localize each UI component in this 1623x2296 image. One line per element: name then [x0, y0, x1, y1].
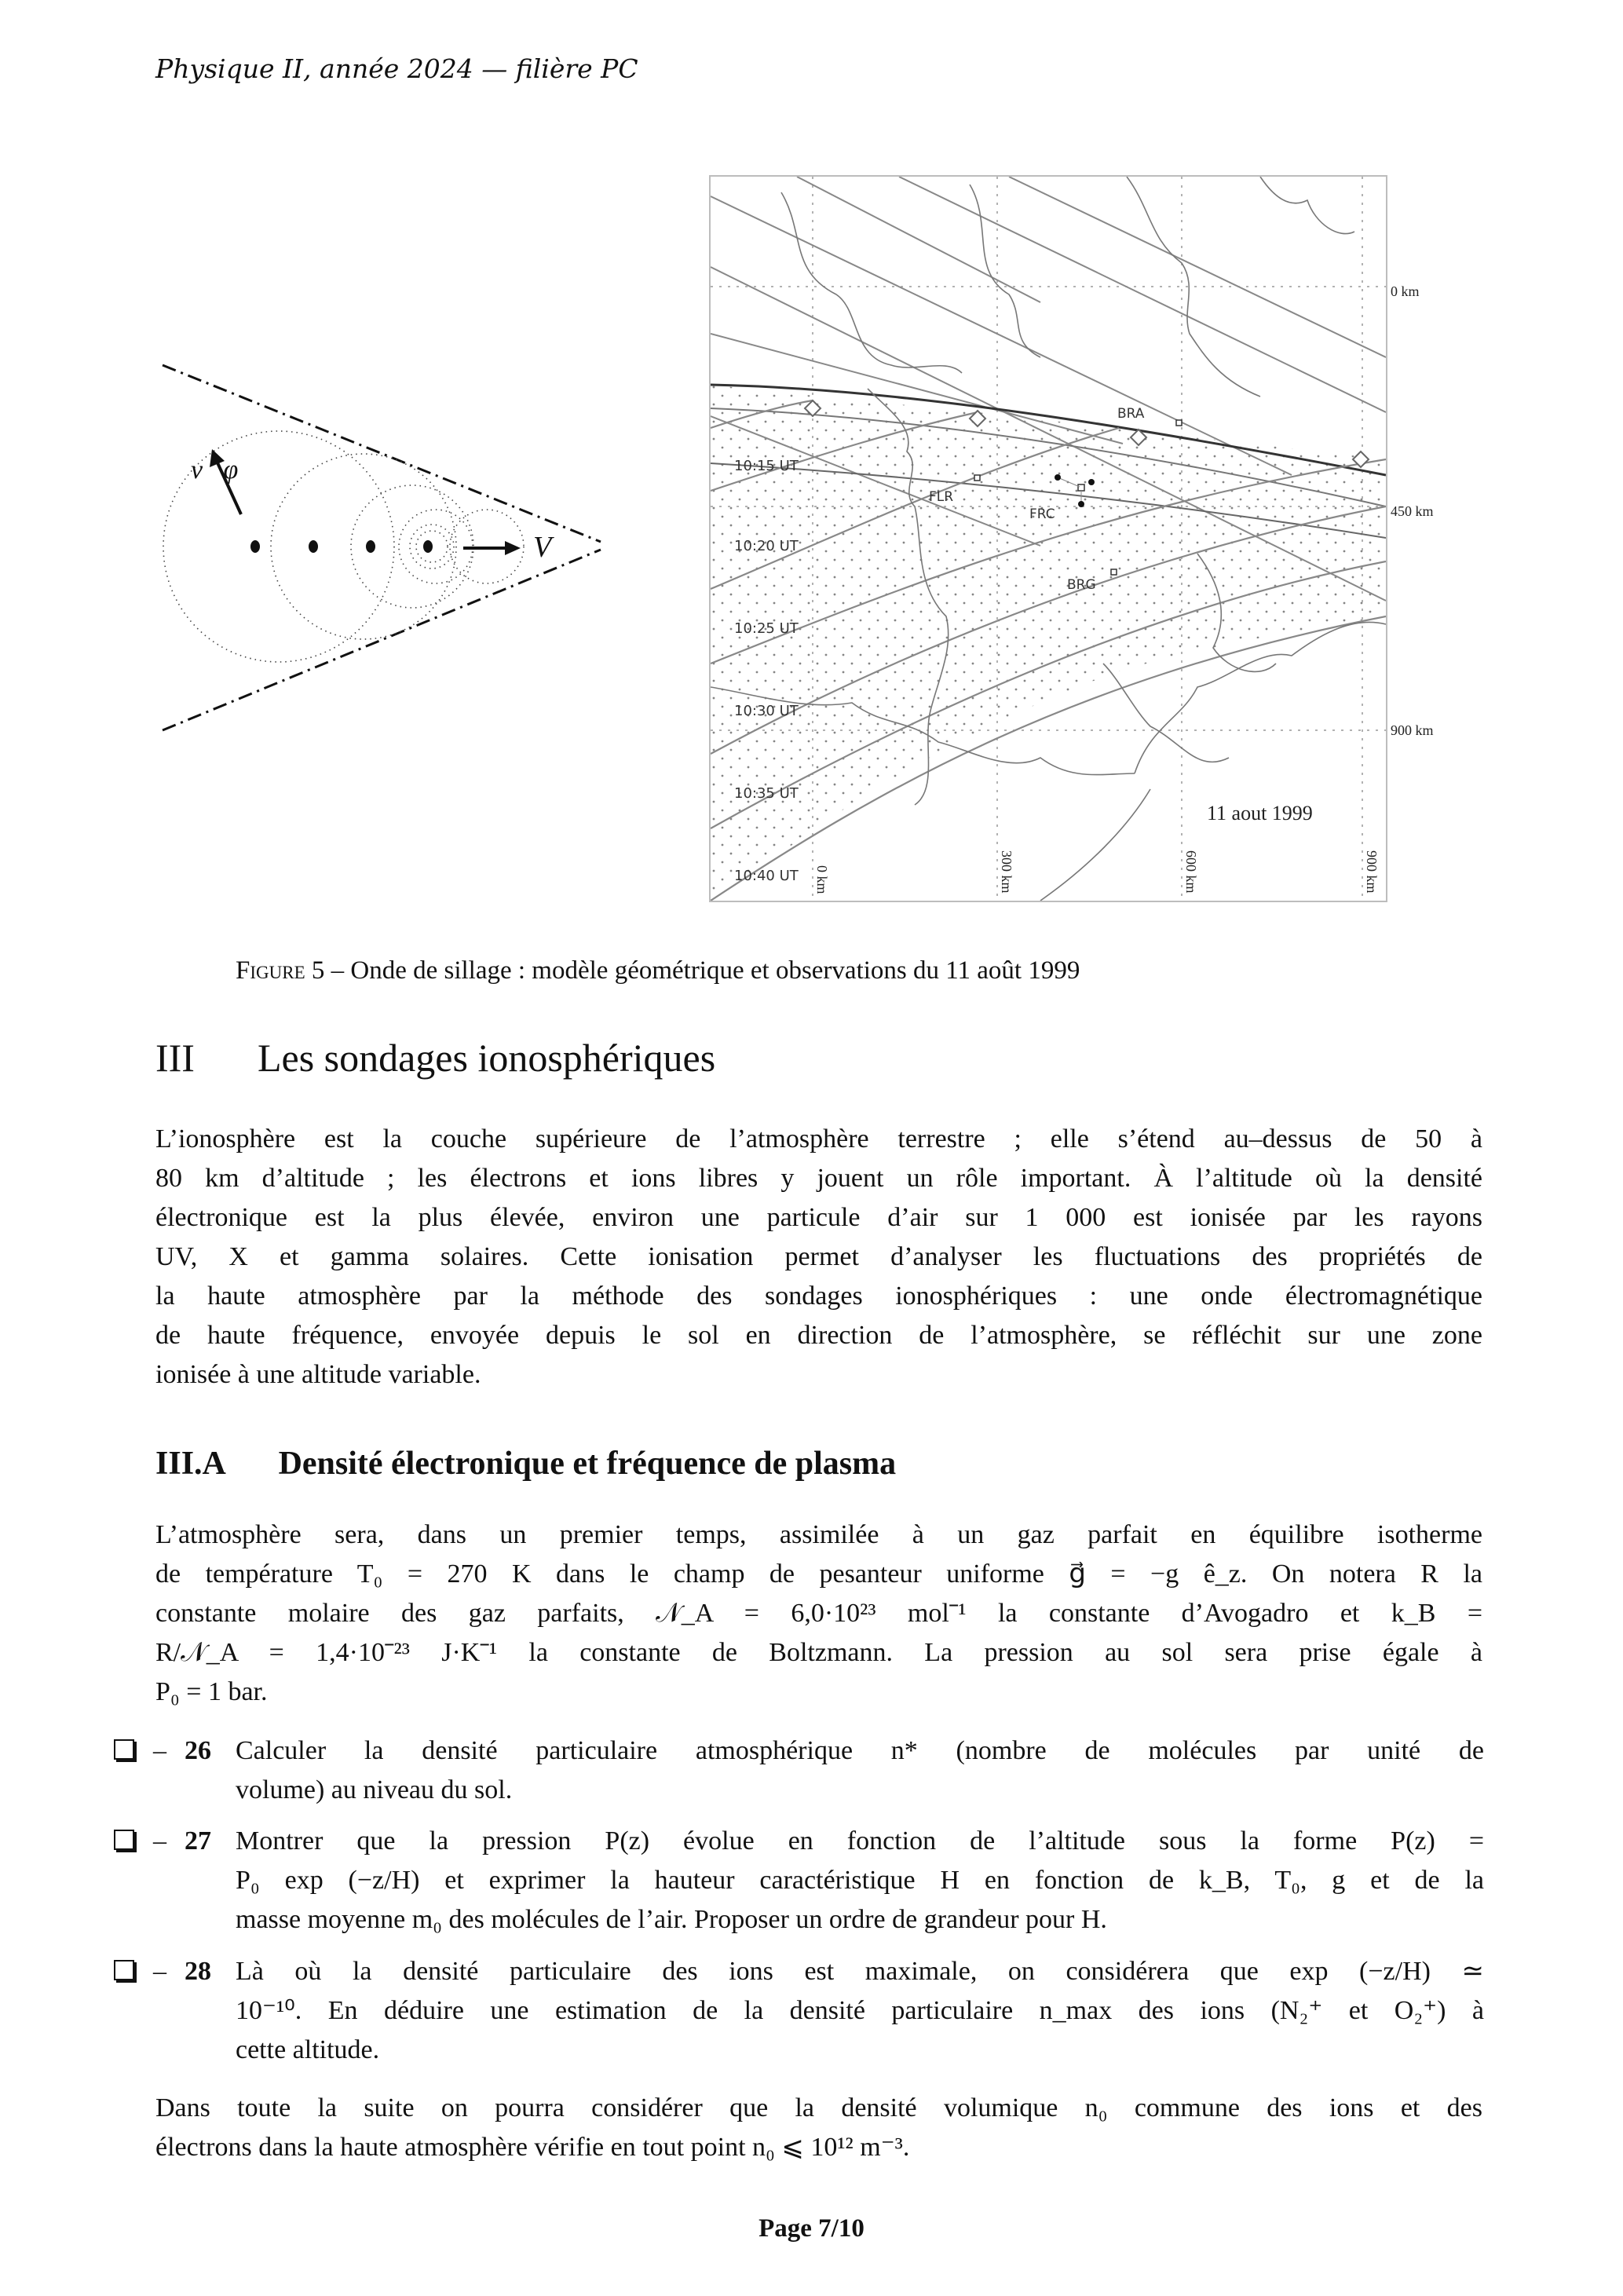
question-line: Calculer la densité particulaire atmosphérique n* (nombre de molécules par unité de: [236, 1736, 1484, 1765]
question-line: volume) au niveau du sol.: [236, 1775, 513, 1804]
bottom-axis-label-900: 900 km: [1364, 850, 1380, 894]
figure-5: [153, 169, 1480, 907]
question-text: [236, 1731, 1484, 1810]
question-line: cette altitude.: [236, 2035, 380, 2064]
station-label-brg: BRG: [1067, 577, 1096, 593]
running-header: Physique II, année 2024 — filière PC: [155, 53, 638, 84]
bottom-axis-label-600: 600 km: [1183, 850, 1199, 894]
question-27: [114, 1822, 1484, 1947]
question-line: masse moyenne m₀ des molécules de l’air. Proposer un ordre de grandeur pour H.: [236, 1905, 1107, 1934]
paragraph-line: UV, X et gamma solaires. Cette ionisation permet d’analyser les fluctuations des propriétés de: [155, 1242, 1482, 1271]
right-axis-label-0: 0 km: [1391, 283, 1420, 299]
question-number: 27: [185, 1826, 211, 1855]
phase-velocity-label: v⃗φ: [191, 455, 239, 484]
paragraph-line: de haute fréquence, envoyée depuis le sol en direction de l’atmosphère, se réfléchit sur une zone: [155, 1321, 1482, 1350]
closing-paragraph: [155, 2089, 1482, 2167]
station-label-frc: FRC: [1029, 506, 1055, 522]
section-intro-paragraph: [155, 1120, 1482, 1395]
station-marker-bra: [1176, 420, 1182, 426]
checkbox-icon[interactable]: [114, 1739, 134, 1760]
bottom-axis-label-300: 300 km: [999, 850, 1014, 894]
question-line: 10⁻¹⁰. En déduire une estimation de la densité particulaire n_max des ions (N₂⁺ et O₂⁺) à: [236, 1996, 1484, 2025]
paragraph-line: L’ionosphère est la couche supérieure de l’atmosphère terrestre ; elle s’étend au–dessus de 50 à: [155, 1124, 1482, 1153]
paragraph-line: la haute atmosphère par la méthode des sondages ionosphériques : une onde électromagnétique: [155, 1281, 1482, 1311]
paragraph-line: 80 km d’altitude ; les électrons et ions libres y jouent un rôle important. À l’altitude où la densité: [155, 1164, 1482, 1193]
question-line: Montrer que la pression P(z) évolue en fonction de l’altitude sous la forme P(z) =: [236, 1826, 1484, 1855]
paragraph-line: constante molaire des gaz parfaits, 𝒩_A = 6,0·10²³ mol⁻¹ la constante d’Avogadro et k_B =: [155, 1599, 1482, 1628]
bottom-axis-label-0: 0 km: [814, 865, 830, 894]
paragraph-line: de température T₀ = 270 K dans le champ de pesanteur uniforme g⃗ = −g ê_z. On notera R la: [155, 1559, 1482, 1589]
subsection-title: Densité électronique et fréquence de plasma: [278, 1446, 897, 1482]
station-label-flr: FLR: [929, 489, 954, 505]
question-line: Là où la densité particulaire des ions est maximale, on considérera que exp (−z/H) ≃: [236, 1957, 1484, 1986]
subsection-intro-paragraph: [155, 1515, 1482, 1712]
cone-lower-line: [163, 550, 601, 730]
paragraph-line: R/𝒩_A = 1,4·10⁻²³ J·K⁻¹ la constante de Boltzmann. La pression au sol sera prise égale à: [155, 1638, 1482, 1667]
time-label-1020: 10:20 UT: [734, 538, 799, 554]
question-line: P₀ exp (−z/H) et exprimer la hauteur caractéristique H en fonction de k_B, T₀, g et de la: [236, 1866, 1484, 1895]
right-axis-label-450: 450 km: [1391, 503, 1434, 519]
station-label-bra: BRA: [1117, 406, 1145, 422]
paragraph-line: P₀ = 1 bar.: [155, 1677, 268, 1706]
paragraph-line: ionisée à une altitude variable.: [155, 1360, 481, 1389]
station-marker-flr: [974, 475, 980, 481]
checkbox-icon[interactable]: [114, 1960, 134, 1980]
question-text: [236, 1822, 1484, 1940]
map-svg: [711, 177, 1386, 901]
right-axis-label-900: 900 km: [1391, 722, 1434, 738]
figure-caption-text: – Onde de sillage : modèle géométrique et observations du 11 août 1999: [324, 956, 1080, 985]
section-title: Les sondages ionosphériques: [257, 1036, 716, 1080]
question-text: [236, 1952, 1484, 2070]
question-dash: –: [153, 1826, 166, 1855]
question-dash: –: [153, 1957, 166, 1986]
question-number: 28: [185, 1957, 211, 1986]
source-dot: [309, 540, 318, 553]
section-number: III: [155, 1036, 195, 1080]
question-26: [114, 1731, 1484, 1818]
paragraph-line: L’atmosphère sera, dans un premier temps, assimilée à un gaz parfait en équilibre isotherme: [155, 1520, 1482, 1549]
map-frame: [709, 175, 1387, 902]
source-dot: [423, 540, 433, 553]
station-marker-frc: [1078, 484, 1084, 491]
time-label-1040: 10:40 UT: [734, 868, 799, 884]
question-number: 26: [185, 1736, 211, 1765]
eclipse-map-panel: [709, 175, 1623, 905]
page-number: Page 7/10: [758, 2214, 865, 2243]
velocity-label: V⃗: [533, 531, 575, 564]
time-label-1030: 10:30 UT: [734, 703, 799, 719]
subsection-heading: [155, 1445, 896, 1483]
figure-caption: [236, 956, 1080, 985]
question-dash: –: [153, 1736, 166, 1765]
question-28: [114, 1952, 1484, 2078]
subsection-number: III.A: [155, 1446, 225, 1482]
paragraph-line: électrons dans la haute atmosphère vérifie en tout point n₀ ⩽ 10¹² m⁻³.: [155, 2133, 910, 2162]
cone-upper-line: [163, 365, 601, 542]
time-label-1025: 10:25 UT: [734, 620, 799, 637]
paragraph-line: Dans toute la suite on pourra considérer que la densité volumique n₀ commune des ions et des: [155, 2093, 1482, 2122]
figure-caption-label: Figure 5: [236, 956, 325, 985]
checkbox-icon[interactable]: [114, 1830, 134, 1850]
velocity-arrowhead: [505, 541, 521, 555]
station-marker-brg: [1111, 569, 1117, 575]
map-date-label: 11 aout 1999: [1207, 802, 1313, 824]
source-dot: [250, 540, 260, 553]
time-label-1035: 10:35 UT: [734, 785, 799, 802]
time-label-1015: 10:15 UT: [734, 458, 799, 474]
section-heading: [155, 1035, 715, 1080]
source-dot: [366, 540, 375, 553]
wake-cone-svg: [153, 342, 703, 750]
paragraph-line: électronique est la plus élevée, environ une particule d’air sur 1 000 est ionisée par les rayons: [155, 1203, 1482, 1232]
wake-cone-diagram: [153, 342, 703, 750]
